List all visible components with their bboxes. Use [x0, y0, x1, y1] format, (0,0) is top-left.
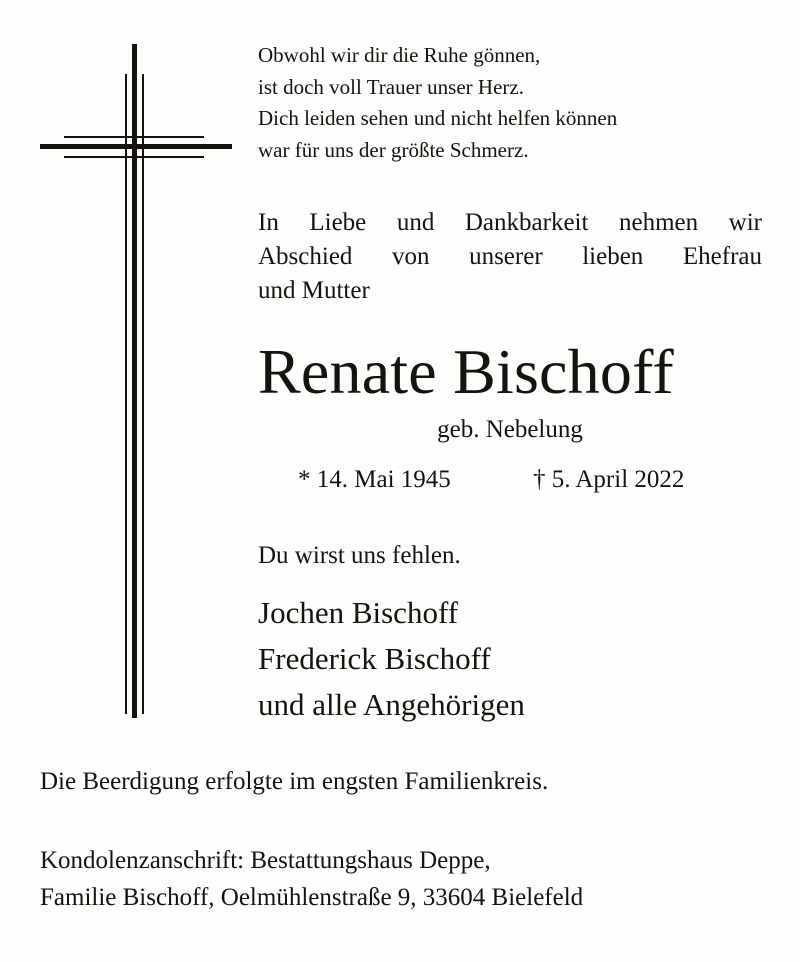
intro-text — [258, 206, 762, 308]
intro-line: In Liebe und Dankbarkeit nehmen wir — [258, 209, 762, 236]
birth-date: * 14. Mai 1945 — [298, 466, 451, 493]
poem-line: Dich leiden sehen und nicht helfen können — [258, 106, 618, 130]
poem-line: Obwohl wir dir die Ruhe gönnen, — [258, 43, 541, 67]
condolence-line: Familie Bischoff, Oelmühlenstraße 9, 33604 Bielefeld — [40, 884, 584, 911]
condolence-address — [40, 842, 583, 916]
mourner: Jochen Bischoff — [258, 595, 459, 630]
mourners-list — [258, 590, 525, 728]
death-date: † 5. April 2022 — [533, 466, 685, 493]
farewell-line: Du wirst uns fehlen. — [258, 542, 461, 569]
poem-line: war für uns der größte Schmerz. — [258, 137, 529, 162]
deceased-name: Renate Bischoff — [258, 336, 674, 407]
poem-line: ist doch voll Trauer unser Herz. — [258, 74, 524, 99]
mourner: Frederick Bischoff — [258, 641, 491, 676]
intro-line: und Mutter — [258, 277, 370, 304]
funeral-note: Die Beerdigung erfolgte im engsten Familienkreis. — [40, 768, 549, 795]
maiden-name: geb. Nebelung — [437, 416, 583, 443]
poem — [258, 40, 758, 166]
mourner: und alle Angehörigen — [258, 687, 525, 722]
intro-line: Abschied von unserer lieben Ehefrau — [258, 243, 762, 270]
cross-icon — [0, 0, 240, 720]
condolence-line: Kondolenzanschrift: Bestattungshaus Deppe, — [40, 847, 491, 874]
